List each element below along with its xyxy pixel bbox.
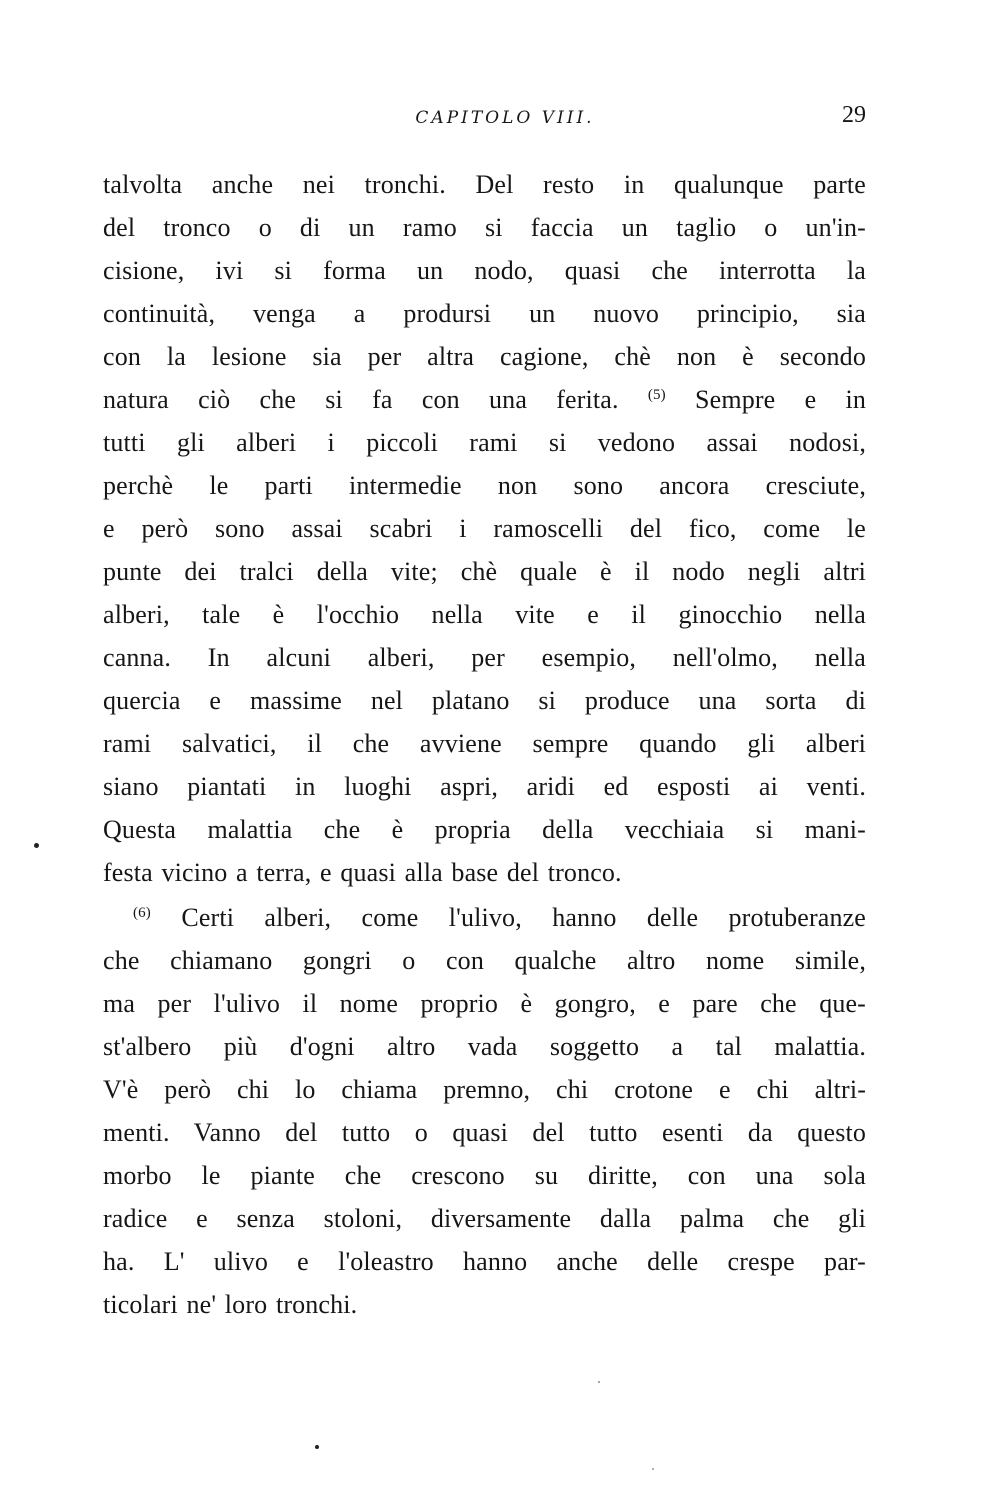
text-line: cisione, ivi si forma un nodo, quasi che interrotta la bbox=[103, 256, 866, 285]
text-line: siano piantati in luoghi aspri, aridi ed esposti ai venti. bbox=[103, 772, 866, 801]
footnote-marker: (5) bbox=[647, 387, 666, 403]
ink-speck bbox=[598, 1381, 600, 1383]
ink-speck bbox=[315, 1445, 319, 1449]
text-segment: Sempre e in bbox=[695, 385, 866, 414]
text-segment: natura ciò che si fa con una ferita. bbox=[103, 385, 619, 414]
text-line-with-note bbox=[103, 378, 866, 421]
text-line: tutti gli alberi i piccoli rami si vedono assai nodosi, bbox=[103, 428, 866, 457]
text-line: rami salvatici, il che avviene sempre quando gli alberi bbox=[103, 729, 866, 758]
body-text bbox=[103, 163, 866, 1326]
text-line: con la lesione sia per altra cagione, chè non è secondo bbox=[103, 342, 866, 371]
page-number: 29 bbox=[842, 102, 866, 128]
running-head bbox=[100, 102, 866, 134]
text-line: ma per l'ulivo il nome proprio è gongro, e pare che que- bbox=[103, 989, 866, 1018]
text-line: e però sono assai scabri i ramoscelli del fico, come le bbox=[103, 514, 866, 543]
text-line: radice e senza stoloni, diversamente dalla palma che gli bbox=[103, 1204, 866, 1233]
text-line: menti. Vanno del tutto o quasi del tutto esenti da questo bbox=[103, 1118, 866, 1147]
text-line: alberi, tale è l'occhio nella vite e il ginocchio nella bbox=[103, 600, 866, 629]
paragraph-1 bbox=[103, 163, 866, 894]
text-line: perchè le parti intermedie non sono ancora cresciute, bbox=[103, 471, 866, 500]
running-title: CAPITOLO VIII. bbox=[415, 108, 595, 128]
text-line: ticolari ne' loro tronchi. bbox=[103, 1290, 358, 1319]
text-line-with-note bbox=[103, 896, 866, 939]
text-segment: Certi alberi, come l'ulivo, hanno delle protuberanze bbox=[181, 903, 866, 932]
text-line: canna. In alcuni alberi, per esempio, nell'olmo, nella bbox=[103, 643, 866, 672]
text-line: che chiamano gongri o con qualche altro nome simile, bbox=[103, 946, 866, 975]
ink-speck bbox=[652, 1468, 654, 1470]
text-line: talvolta anche nei tronchi. Del resto in qualunque parte bbox=[103, 170, 866, 199]
text-line: festa vicino a terra, e quasi alla base del tronco. bbox=[103, 858, 622, 887]
text-line: V'è però chi lo chiama premno, chi crotone e chi altri- bbox=[103, 1075, 866, 1104]
text-line: quercia e massime nel platano si produce una sorta di bbox=[103, 686, 866, 715]
text-line: continuità, venga a prodursi un nuovo principio, sia bbox=[103, 299, 866, 328]
text-line: punte dei tralci della vite; chè quale è il nodo negli altri bbox=[103, 557, 866, 586]
text-line: del tronco o di un ramo si faccia un taglio o un'in- bbox=[103, 213, 866, 242]
text-line: st'albero più d'ogni altro vada soggetto a tal malattia. bbox=[103, 1032, 866, 1061]
text-line: Questa malattia che è propria della vecchiaia si mani- bbox=[103, 815, 866, 844]
footnote-marker: (6) bbox=[133, 905, 151, 921]
text-line: morbo le piante che crescono su diritte, con una sola bbox=[103, 1161, 866, 1190]
paragraph-2 bbox=[103, 896, 866, 1326]
text-line: ha. L' ulivo e l'oleastro hanno anche delle crespe par- bbox=[103, 1247, 866, 1276]
ink-speck bbox=[34, 843, 39, 848]
